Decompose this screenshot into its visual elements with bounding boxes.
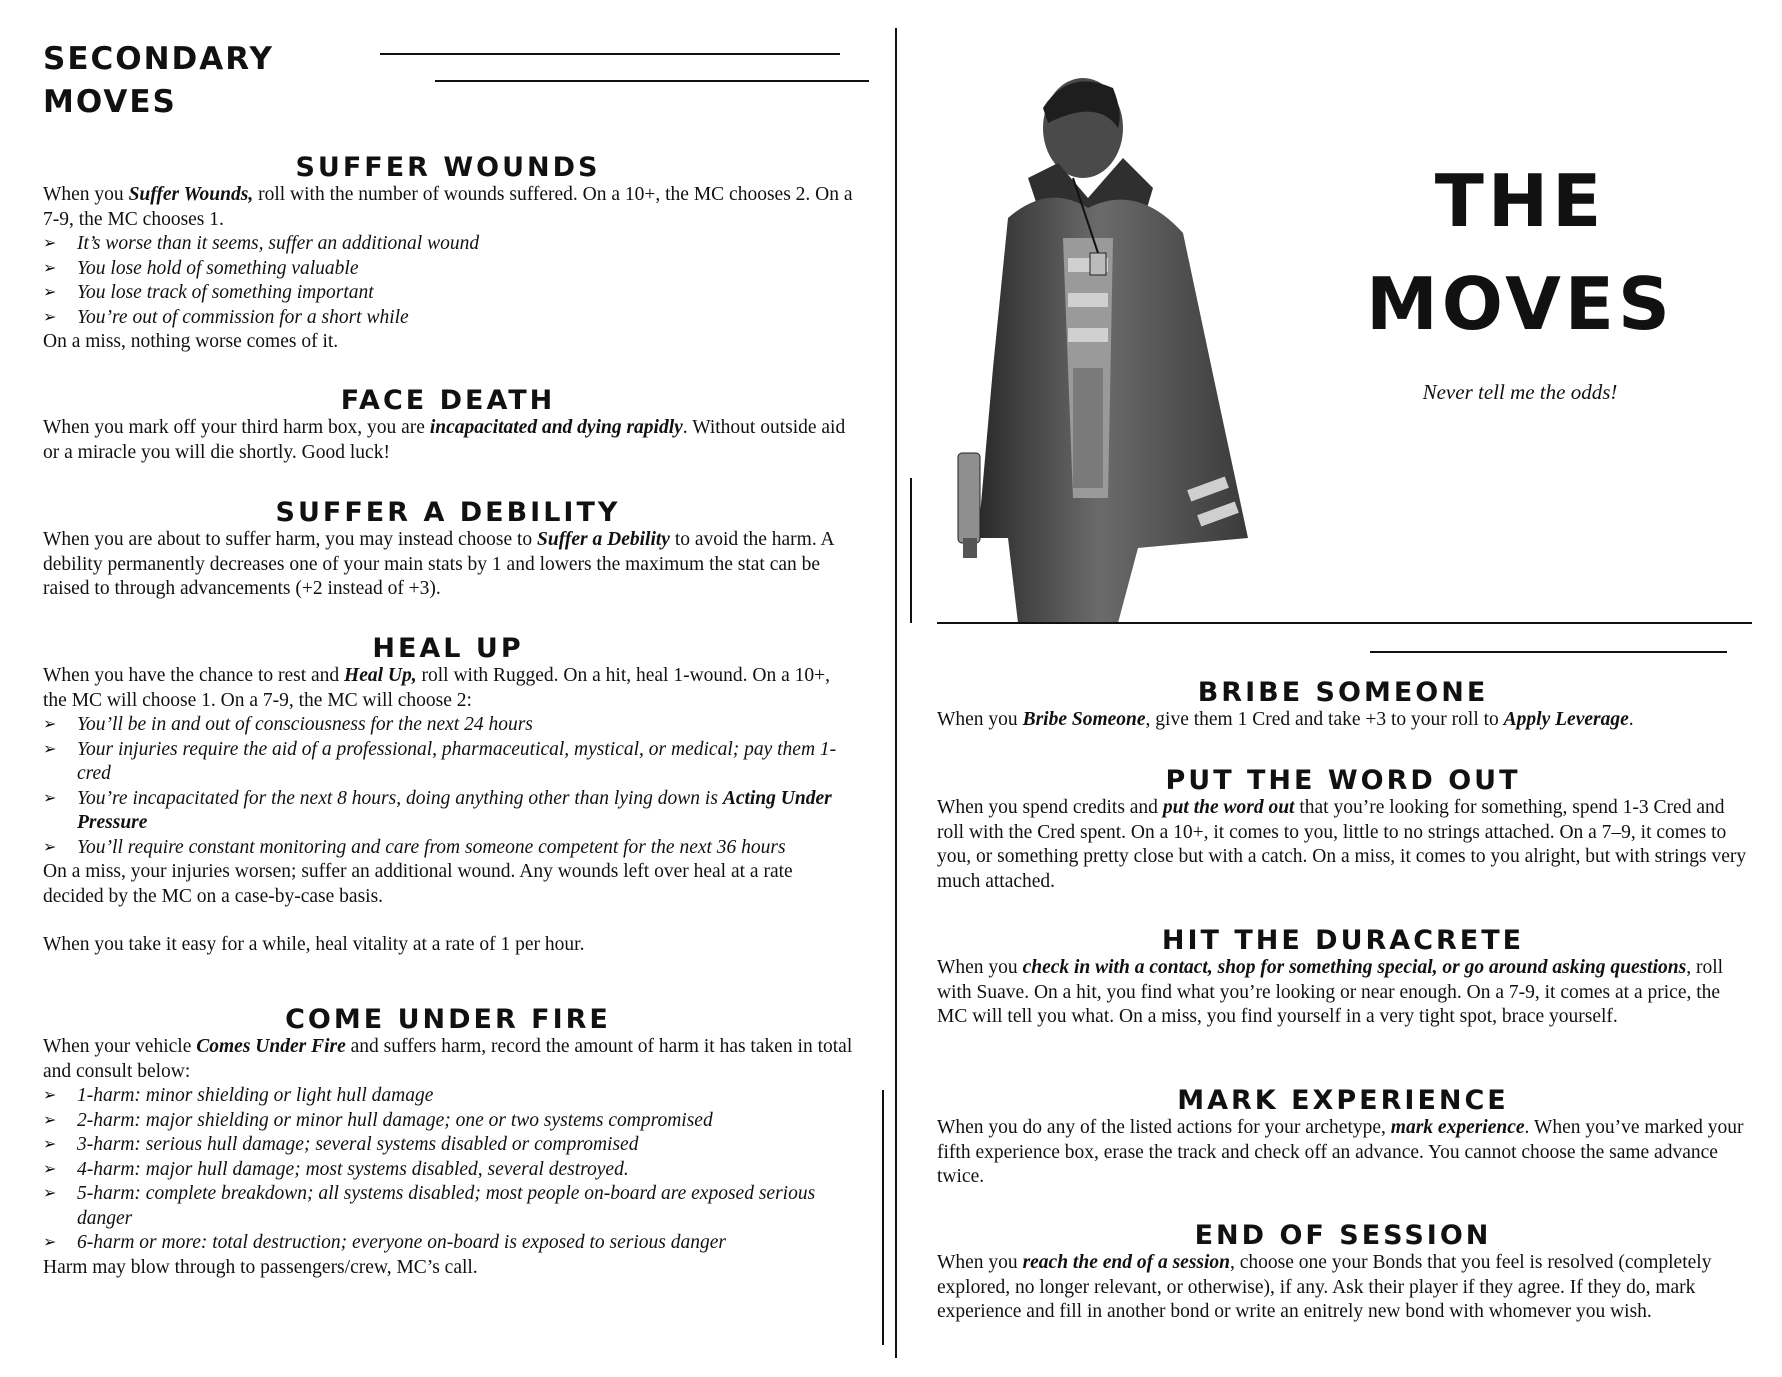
- arrow-bullet-icon: ➢: [43, 740, 57, 758]
- arrow-bullet-icon: ➢: [43, 716, 57, 733]
- heal-up-em: Heal Up,: [344, 665, 417, 686]
- come-under-fire-section: [43, 1005, 853, 1280]
- suffer-wounds-title: SUFFER WOUNDS: [295, 152, 601, 183]
- option-text: 6-harm or more: total destruction; everyone on-board is exposed to serious danger: [77, 1232, 726, 1253]
- list-item: [43, 232, 853, 257]
- center-divider: [895, 28, 897, 1358]
- session-em: reach the end of a session: [1022, 1252, 1231, 1273]
- word-out-pre: When you spend credits and: [937, 797, 1163, 818]
- option-text: 5-harm: complete breakdown; all systems disabled; most people on-board are exposed serious danger: [77, 1183, 816, 1229]
- list-item: [43, 281, 853, 306]
- arrow-bullet-icon: ➢: [43, 789, 57, 807]
- word-out-text: [937, 796, 1749, 894]
- suffer-wounds-miss: On a miss, nothing worse comes of it.: [43, 331, 339, 352]
- word-out-em: put the word out: [1162, 797, 1295, 818]
- face-death-section: [43, 386, 853, 465]
- option-text: It’s worse than it seems, suffer an additional wound: [77, 233, 480, 254]
- session-section: [937, 1221, 1749, 1325]
- list-item: [43, 836, 853, 861]
- option-text: You’ll be in and out of consciousness for the next 24 hours: [77, 714, 533, 735]
- face-death-post: . Without outside aid or a miracle you will die shortly. Good luck!: [43, 417, 846, 463]
- suffer-wounds-intro: [43, 183, 853, 232]
- illustration-baseline: [937, 622, 1752, 624]
- come-under-fire-pre: When your vehicle: [43, 1036, 197, 1057]
- list-item: [43, 738, 853, 787]
- option-text: 4-harm: major hull damage; most systems disabled, several destroyed.: [77, 1158, 629, 1180]
- face-death-title: FACE DEATH: [340, 385, 556, 416]
- duracrete-em: check in with a contact, shop for something special, or go around asking questions: [1022, 957, 1687, 978]
- bribe-post: .: [1628, 709, 1634, 730]
- arrow-bullet-icon: ➢: [43, 1111, 57, 1129]
- duracrete-section: [937, 926, 1749, 1030]
- come-under-fire-footer: Harm may blow through to passengers/crew, MC’s call.: [43, 1256, 478, 1278]
- word-out-title: PUT THE WORD OUT: [1165, 765, 1521, 796]
- suffer-debility-em: Suffer a Debility: [537, 529, 670, 550]
- option-text: You lose hold of something valuable: [77, 257, 359, 279]
- list-item: [43, 1084, 853, 1109]
- section-title-line1: SECONDARY: [43, 41, 274, 77]
- list-item: [43, 1158, 853, 1183]
- option-text: You lose track of something important: [77, 282, 374, 303]
- arrow-bullet-icon: ➢: [43, 1234, 57, 1251]
- heal-up-options: [43, 713, 853, 860]
- suffer-debility-post: to avoid the harm. A debility permanently decreases one of your main stats by 1 and lowers the maximum the stat can be raised to through advancements (+2 instead of +3).: [43, 529, 834, 599]
- option-text: You’re incapacitated for the next 8 hours, doing anything other than lying down is: [77, 787, 723, 809]
- option-emphasis: Acting Under Pressure: [77, 787, 832, 833]
- suffer-wounds-options: [43, 232, 853, 330]
- arrow-bullet-icon: ➢: [43, 1185, 57, 1202]
- arrow-bullet-icon: ➢: [43, 308, 57, 326]
- option-text: You’ll require constant monitoring and care from someone competent for the next 36 hours: [77, 836, 786, 858]
- heal-up-post: roll with Rugged. On a hit, heal 1-wound. On a 10+, the MC will choose 1. On a 7-9, the MC will choose 2:: [43, 665, 831, 711]
- heal-up-vitality: When you take it easy for a while, heal vitality at a rate of 1 per hour.: [43, 934, 585, 955]
- list-item: [43, 1231, 853, 1256]
- duracrete-pre: When you: [937, 957, 1023, 978]
- suffer-wounds-intro-post: roll with the number of wounds suffered. On a 10+, the MC chooses 2. On a 7-9, the MC chooses 1.: [43, 184, 853, 230]
- option-text: 2-harm: major shielding or minor hull damage; one or two systems compromised: [77, 1109, 713, 1131]
- suffer-debility-section: [43, 498, 853, 602]
- experience-title: MARK EXPERIENCE: [1177, 1085, 1509, 1116]
- suffer-debility-pre: When you are about to suffer harm, you may instead choose to: [43, 529, 538, 550]
- face-death-em: incapacitated and dying rapidly: [429, 417, 683, 438]
- list-item: [43, 257, 853, 282]
- list-item: [43, 1133, 853, 1158]
- list-item: [43, 1109, 853, 1134]
- character-illustration: [948, 68, 1278, 623]
- duracrete-title: HIT THE DURACRETE: [1161, 925, 1525, 956]
- session-text: [937, 1251, 1749, 1325]
- option-text: You’re out of commission for a short while: [77, 306, 409, 328]
- bribe-mid: , give them 1 Cred and take +3 to your roll to: [1145, 709, 1504, 730]
- arrow-bullet-icon: ➢: [43, 284, 57, 301]
- arrow-bullet-icon: ➢: [43, 1160, 57, 1178]
- heal-up-title: HEAL UP: [372, 633, 524, 664]
- experience-post: . When you’ve marked your fifth experience box, erase the track and check off an advance. You cannot choose the same advance twice.: [937, 1117, 1744, 1187]
- suffer-wounds-intro-pre: When you: [43, 184, 129, 205]
- tagline: Never tell me the odds!: [1422, 380, 1618, 404]
- arrow-bullet-icon: ➢: [43, 838, 57, 856]
- left-divider-short: [882, 1090, 884, 1345]
- page-title: [1330, 150, 1710, 356]
- section-title-line2: MOVES: [43, 84, 177, 120]
- word-out-section: [937, 766, 1749, 894]
- bribe-em1: Bribe Someone: [1022, 709, 1146, 730]
- bribe-title: BRIBE SOMEONE: [1197, 677, 1489, 708]
- arrow-bullet-icon: ➢: [43, 1136, 57, 1153]
- page-title-line2: MOVES: [1366, 262, 1674, 346]
- header-rule-2: [435, 80, 869, 82]
- bribe-section: [937, 678, 1749, 733]
- option-text: 3-harm: serious hull damage; several systems disabled or compromised: [77, 1134, 639, 1155]
- come-under-fire-options: [43, 1084, 853, 1256]
- heal-up-section: [43, 634, 853, 958]
- right-short-rule: [1370, 651, 1727, 653]
- arrow-bullet-icon: ➢: [43, 259, 57, 277]
- bribe-pre: When you: [937, 709, 1023, 730]
- come-under-fire-text: [43, 1035, 853, 1084]
- suffer-debility-title: SUFFER A DEBILITY: [275, 497, 621, 528]
- face-death-text: [43, 416, 853, 465]
- list-item: [43, 713, 853, 738]
- session-title: END OF SESSION: [1194, 1220, 1492, 1251]
- face-death-pre: When you mark off your third harm box, you are: [43, 417, 430, 438]
- option-text: 1-harm: minor shielding or light hull damage: [77, 1085, 434, 1106]
- experience-pre: When you do any of the listed actions for your archetype,: [937, 1117, 1391, 1138]
- session-pre: When you: [937, 1252, 1023, 1273]
- option-text: Your injuries require the aid of a professional, pharmaceutical, mystical, or medical; pay them 1-cred: [77, 738, 837, 784]
- heal-up-text: [43, 664, 853, 713]
- experience-text: [937, 1116, 1749, 1190]
- heal-up-miss: On a miss, your injuries worsen; suffer an additional wound. Any wounds left over heal at a rate decided by the MC on a case-by-case basis.: [43, 861, 793, 907]
- experience-section: [937, 1086, 1749, 1190]
- list-item: [43, 306, 853, 331]
- come-under-fire-title: COME UNDER FIRE: [285, 1004, 611, 1035]
- duracrete-post: , roll with Suave. On a hit, you find what you’re looking or near enough. On a 7-9, it comes at a price, the MC will tell you what. On a miss, you find yourself in a very tight spot, brace yourself.: [937, 957, 1724, 1027]
- come-under-fire-post: and suffers harm, record the amount of harm it has taken in total and consult below:: [43, 1036, 853, 1082]
- heal-up-pre: When you have the chance to rest and: [43, 665, 345, 686]
- session-post: , choose one your Bonds that you feel is resolved (completely explored, no longer relevant, or otherwise), if any. Ask their player if they agree. If they do, mark experience and fill in another bond or write an enitrely new bond with whomever you wish.: [937, 1252, 1712, 1322]
- experience-em: mark experience: [1390, 1117, 1525, 1138]
- suffer-wounds-em: Suffer Wounds,: [128, 184, 254, 205]
- suffer-wounds-section: [43, 153, 853, 355]
- arrow-bullet-icon: ➢: [43, 235, 57, 252]
- bribe-em2: Apply Leverage: [1503, 709, 1629, 730]
- bribe-text: [937, 708, 1749, 733]
- arrow-bullet-icon: ➢: [43, 1087, 57, 1104]
- list-item: [43, 1182, 853, 1231]
- word-out-post: that you’re looking for something, spend 1-3 Cred and roll with the Cred spent. On a 10+, it comes to you, little to no strings attached. On a 7–9, it comes to you, or something pretty close but with a catch. On a miss, it comes to you alright, but with strings very much attached.: [937, 797, 1747, 892]
- header-rule-1: [380, 53, 840, 55]
- come-under-fire-em: Comes Under Fire: [196, 1036, 346, 1057]
- list-item: [43, 787, 853, 836]
- suffer-debility-text: [43, 528, 853, 602]
- page-title-line1: THE: [1434, 159, 1606, 243]
- duracrete-text: [937, 956, 1749, 1030]
- section-title: [43, 38, 274, 124]
- right-divider-short: [910, 478, 912, 623]
